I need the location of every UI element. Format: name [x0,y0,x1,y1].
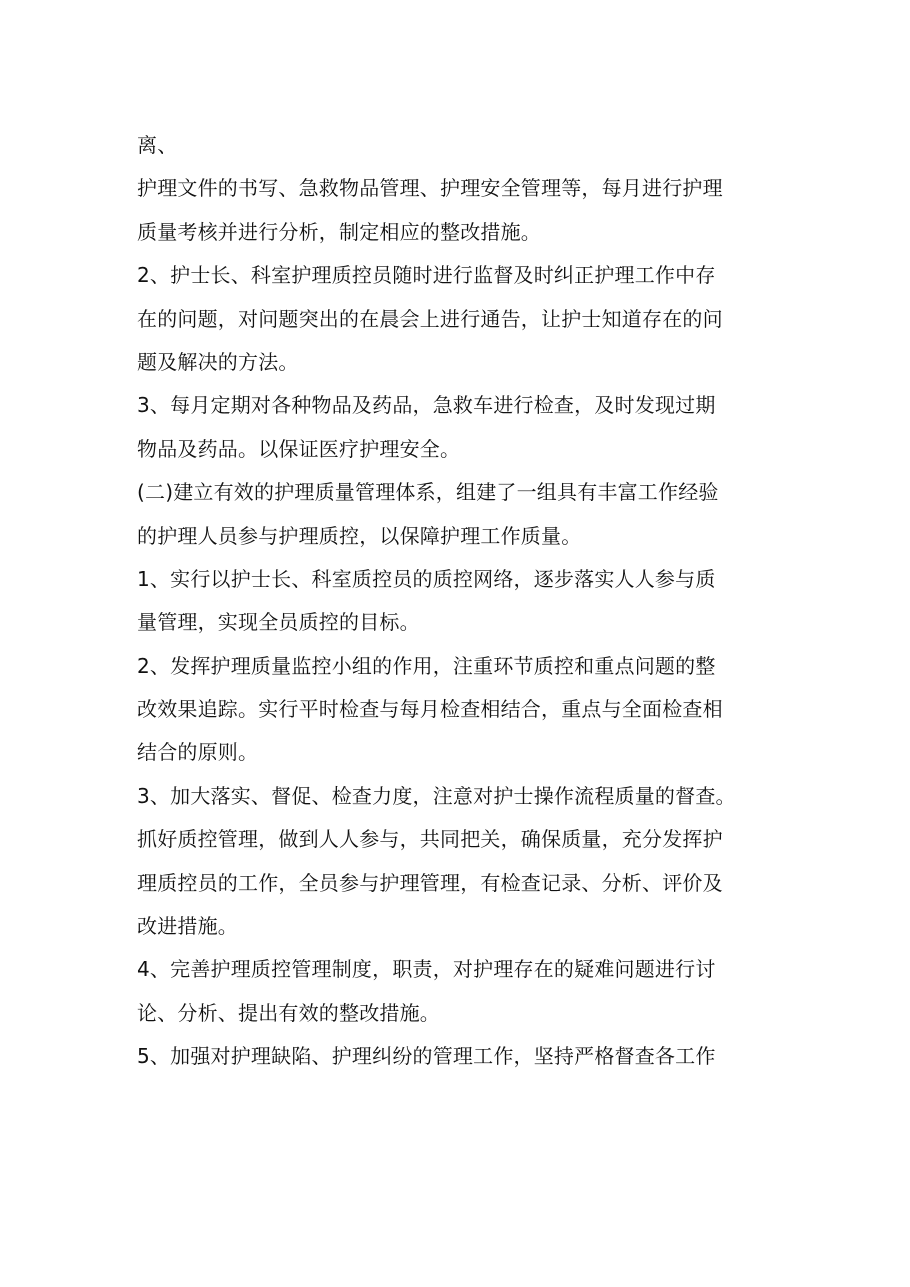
text-line: 3、每月定期对各种物品及药品，急救车进行检查，及时发现过期 [137,393,716,418]
text-line: 抓好质控管理，做到人人参与，共同把关，确保质量，充分发挥护 [137,827,723,852]
text-line: 改进措施。 [137,914,238,939]
text-line: 1、实行以护士长、科室质控员的质控网络，逐步落实人人参与质 [137,566,716,591]
text-line: 理质控员的工作，全员参与护理管理，有检查记录、分析、评价及 [137,870,723,895]
text-line: 改效果追踪。实行平时检查与每月检查相结合，重点与全面检查相 [137,697,723,722]
text-line: 护理文件的书写、急救物品管理、护理安全管理等，每月进行护理 [137,176,723,201]
text-line: 4、完善护理质控管理制度，职责，对护理存在的疑难问题进行讨 [137,957,716,982]
text-line: 质量考核并进行分析，制定相应的整改措施。 [137,219,541,244]
text-line: 3、加大落实、督促、检查力度，注意对护士操作流程质量的督查。 [137,783,736,808]
text-line: 5、加强对护理缺陷、护理纠纷的管理工作，坚持严格督查各工作 [137,1044,716,1069]
text-line: 在的问题，对问题突出的在晨会上进行通告，让护士知道存在的问 [137,306,723,331]
text-line: 2、护士长、科室护理质控员随时进行监督及时纠正护理工作中存 [137,263,716,288]
text-line: 2、发挥护理质量监控小组的作用，注重环节质控和重点问题的整 [137,653,716,678]
document-body [137,124,797,1079]
text-line: (二)建立有效的护理质量管理体系，组建了一组具有丰富工作经验 [137,480,719,505]
text-line: 的护理人员参与护理质控，以保障护理工作质量。 [137,523,582,548]
text-line: 论、分析、提出有效的整改措施。 [137,1000,440,1025]
text-line: 量管理，实现全员质控的目标。 [137,610,420,635]
text-line: 题及解决的方法。 [137,349,299,374]
text-line: 结合的原则。 [137,740,259,765]
text-line: 离、 [137,133,178,157]
text-line: 物品及药品。以保证医疗护理安全。 [137,436,461,461]
